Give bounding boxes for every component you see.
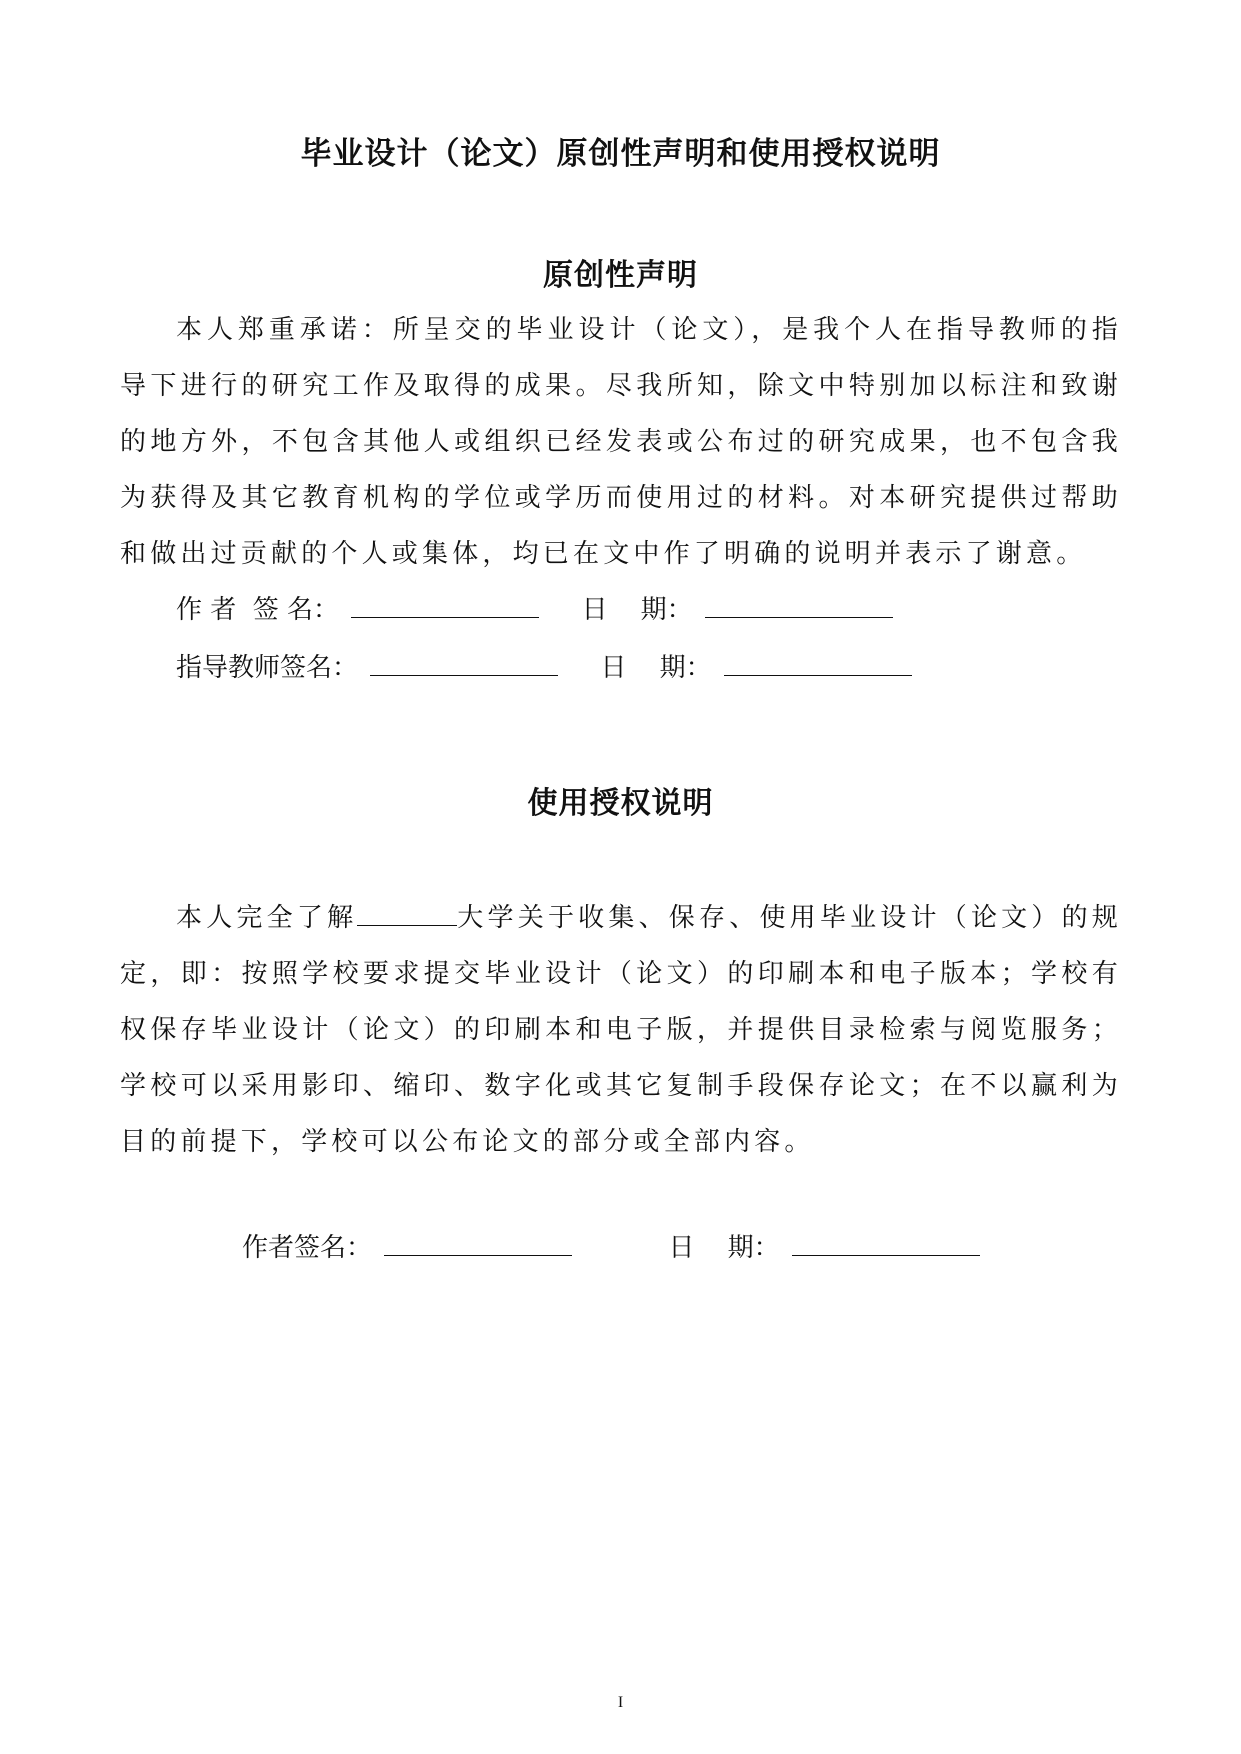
advisor-signature-label: 指导教师签名：	[176, 653, 359, 683]
university-name-field[interactable]	[357, 903, 457, 926]
page-number: I	[617, 1694, 624, 1711]
authorization-signature-field[interactable]	[384, 1229, 572, 1256]
authorization-date-field[interactable]	[792, 1229, 980, 1256]
originality-paragraph: 本人郑重承诺：所呈交的毕业设计（论文），是我个人在指导教师的指导下进行的研究工作及取得的成果。尽我所知，除文中特别加以标注和致谢的地方外，不包含其他人或组织已经发表或公布过的研究成果，也不包含我为获得及其它教育机构的学位或学历而使用过的材料。对本研究提供过帮助和做出过贡献的个人或集体，均已在文中作了明确的说明并表示了谢意。	[120, 315, 1122, 569]
document-title: 毕业设计（论文）原创性声明和使用授权说明	[300, 136, 941, 172]
authorization-signature-row	[242, 1228, 980, 1268]
author-signature-row	[176, 590, 893, 630]
authorization-text-start: 本人完全了解	[176, 903, 358, 933]
advisor-date-label: 日 期：	[600, 653, 712, 683]
authorization-text-rest: 大学关于收集、保存、使用毕业设计（论文）的规定，即：按照学校要求提交毕业设计（论文）的印刷本和电子版本；学校有权保存毕业设计（论文）的印刷本和电子版，并提供目录检索与阅览服务；学校可以采用影印、缩印、数字化或其它复制手段保存论文；在不以赢利为目的前提下，学校可以公布论文的部分或全部内容。	[120, 903, 1123, 1157]
authorization-section-title: 使用授权说明	[527, 786, 714, 821]
authorization-date-label: 日 期：	[668, 1233, 780, 1263]
author-signature-field[interactable]	[351, 591, 539, 618]
advisor-signature-field[interactable]	[370, 649, 558, 676]
author-signature-label: 作 者 签 名：	[176, 595, 340, 625]
authorization-signature-label: 作者签名：	[242, 1233, 373, 1263]
date-label: 日 期：	[581, 595, 693, 625]
date-field[interactable]	[705, 591, 893, 618]
authorization-paragraph	[120, 890, 1122, 1170]
advisor-signature-row	[176, 648, 912, 688]
advisor-date-field[interactable]	[724, 649, 912, 676]
originality-section-title: 原创性声明	[543, 258, 698, 293]
